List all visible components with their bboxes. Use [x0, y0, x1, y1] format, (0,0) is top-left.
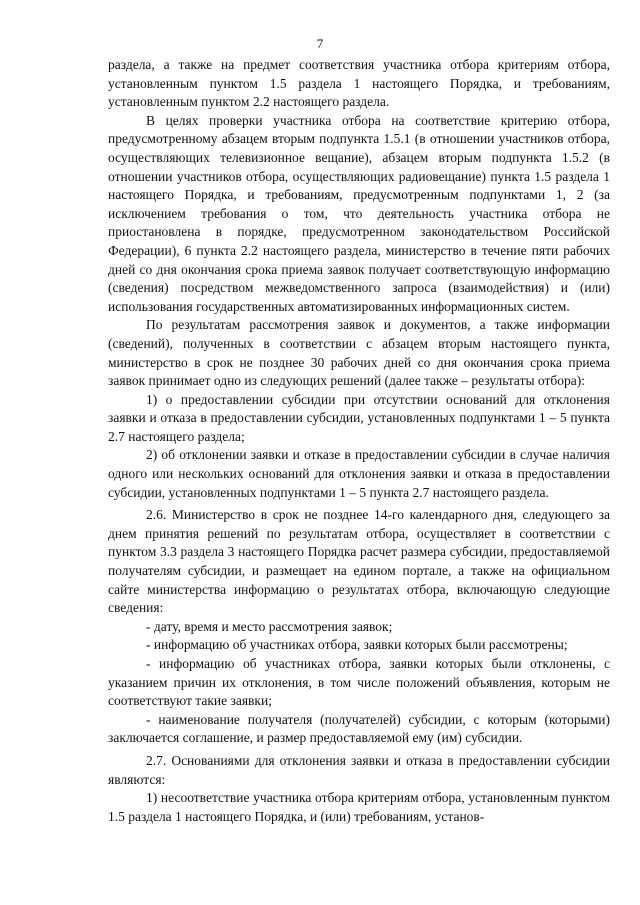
- paragraph: В целях проверки участника отбора на соответствие критерию отбора, предусмотренному абзацем вторым подпункта 1.5.1 (в отношении участников отбора, осуществляющих телевизионное вещание), абзацем вторым подпункта 1.5.2 (в отношении участников отбора, осуществляющих радиовещание) пункта 1.5 раздела 1 настоящего Порядка, и требованиям, предусмотренным подпунктами 1, 2 (за исключением требования о том, что деятельность участника отбора не приостановлена в порядке, предусмотренном законодательством Российской Федерации), 6 пункта 2.2 настоящего раздела, министерство в течение пяти рабочих дней со дня окончания срока приема заявок получает соответствующую информацию (сведения) посредством межведомственного запроса (взаимодействия) и (или) использования государственных автоматизированных информационных систем.: [108, 112, 610, 314]
- list-item: - дату, время и место рассмотрения заявок;: [146, 618, 393, 634]
- paragraph: По результатам рассмотрения заявок и документов, а также информации (сведений), полученных в соответствии с абзацем вторым настоящего пункта, министерство в срок не позднее 30 рабочих дней со дня окончания срока приема заявок принимает одно из следующих решений (далее также – результаты отбора):: [108, 317, 610, 389]
- list-item: 1) о предоставлении субсидии при отсутствии оснований для отклонения заявки и отказа в предоставлении субсидии, установленных подпунктами 1 – 5 пункта 2.7 настоящего раздела;: [108, 391, 610, 444]
- list-item: - наименование получателя (получателей) субсидии, с которым (которыми) заключается соглашение, и размер предоставляемой ему (им) субсидии.: [108, 711, 610, 746]
- list-item: - информацию об участниках отбора, заявки которых были отклонены, с указанием причин их отклонения, в том числе положений объявления, которым не соответствуют такие заявки;: [108, 656, 610, 709]
- list-item: 1) несоответствие участника отбора критериям отбора, установленным пунктом 1.5 раздела 1 настоящего Порядка, и (или) требованиям, установ-: [108, 790, 610, 824]
- paragraph: раздела, а также на предмет соответствия участника отбора критериям отбора, установленным пунктом 1.5 раздела 1 настоящего Порядка, и требованиям, установленным пунктом 2.2 настоящего раздела.: [108, 57, 610, 110]
- page-number: 7: [316, 36, 324, 51]
- document-body: [108, 56, 610, 826]
- list-item: - информацию об участниках отбора, заявки которых были рассмотрены;: [146, 637, 568, 653]
- list-item: 2) об отклонении заявки и отказе в предоставлении субсидии в случае наличия одного или нескольких оснований для отклонения заявки и отказа в предоставлении субсидии, установленных подпунктами 1 – 5 пункта 2.7 настоящего раздела.: [108, 447, 610, 500]
- paragraph: 2.7. Основаниями для отклонения заявки и отказа в предоставлении субсидии являются:: [108, 752, 610, 787]
- paragraph: 2.6. Министерство в срок не позднее 14-го календарного дня, следующего за днем принятия решений по результатам отбора, осуществляет в соответствии с пунктом 3.3 раздела 3 настоящего Порядка расчет размера субсидии, предоставляемой получателям субсидии, и размещает на едином портале, а также на официальном сайте министерства информацию о результатах отбора, включающую следующие сведения:: [108, 507, 610, 616]
